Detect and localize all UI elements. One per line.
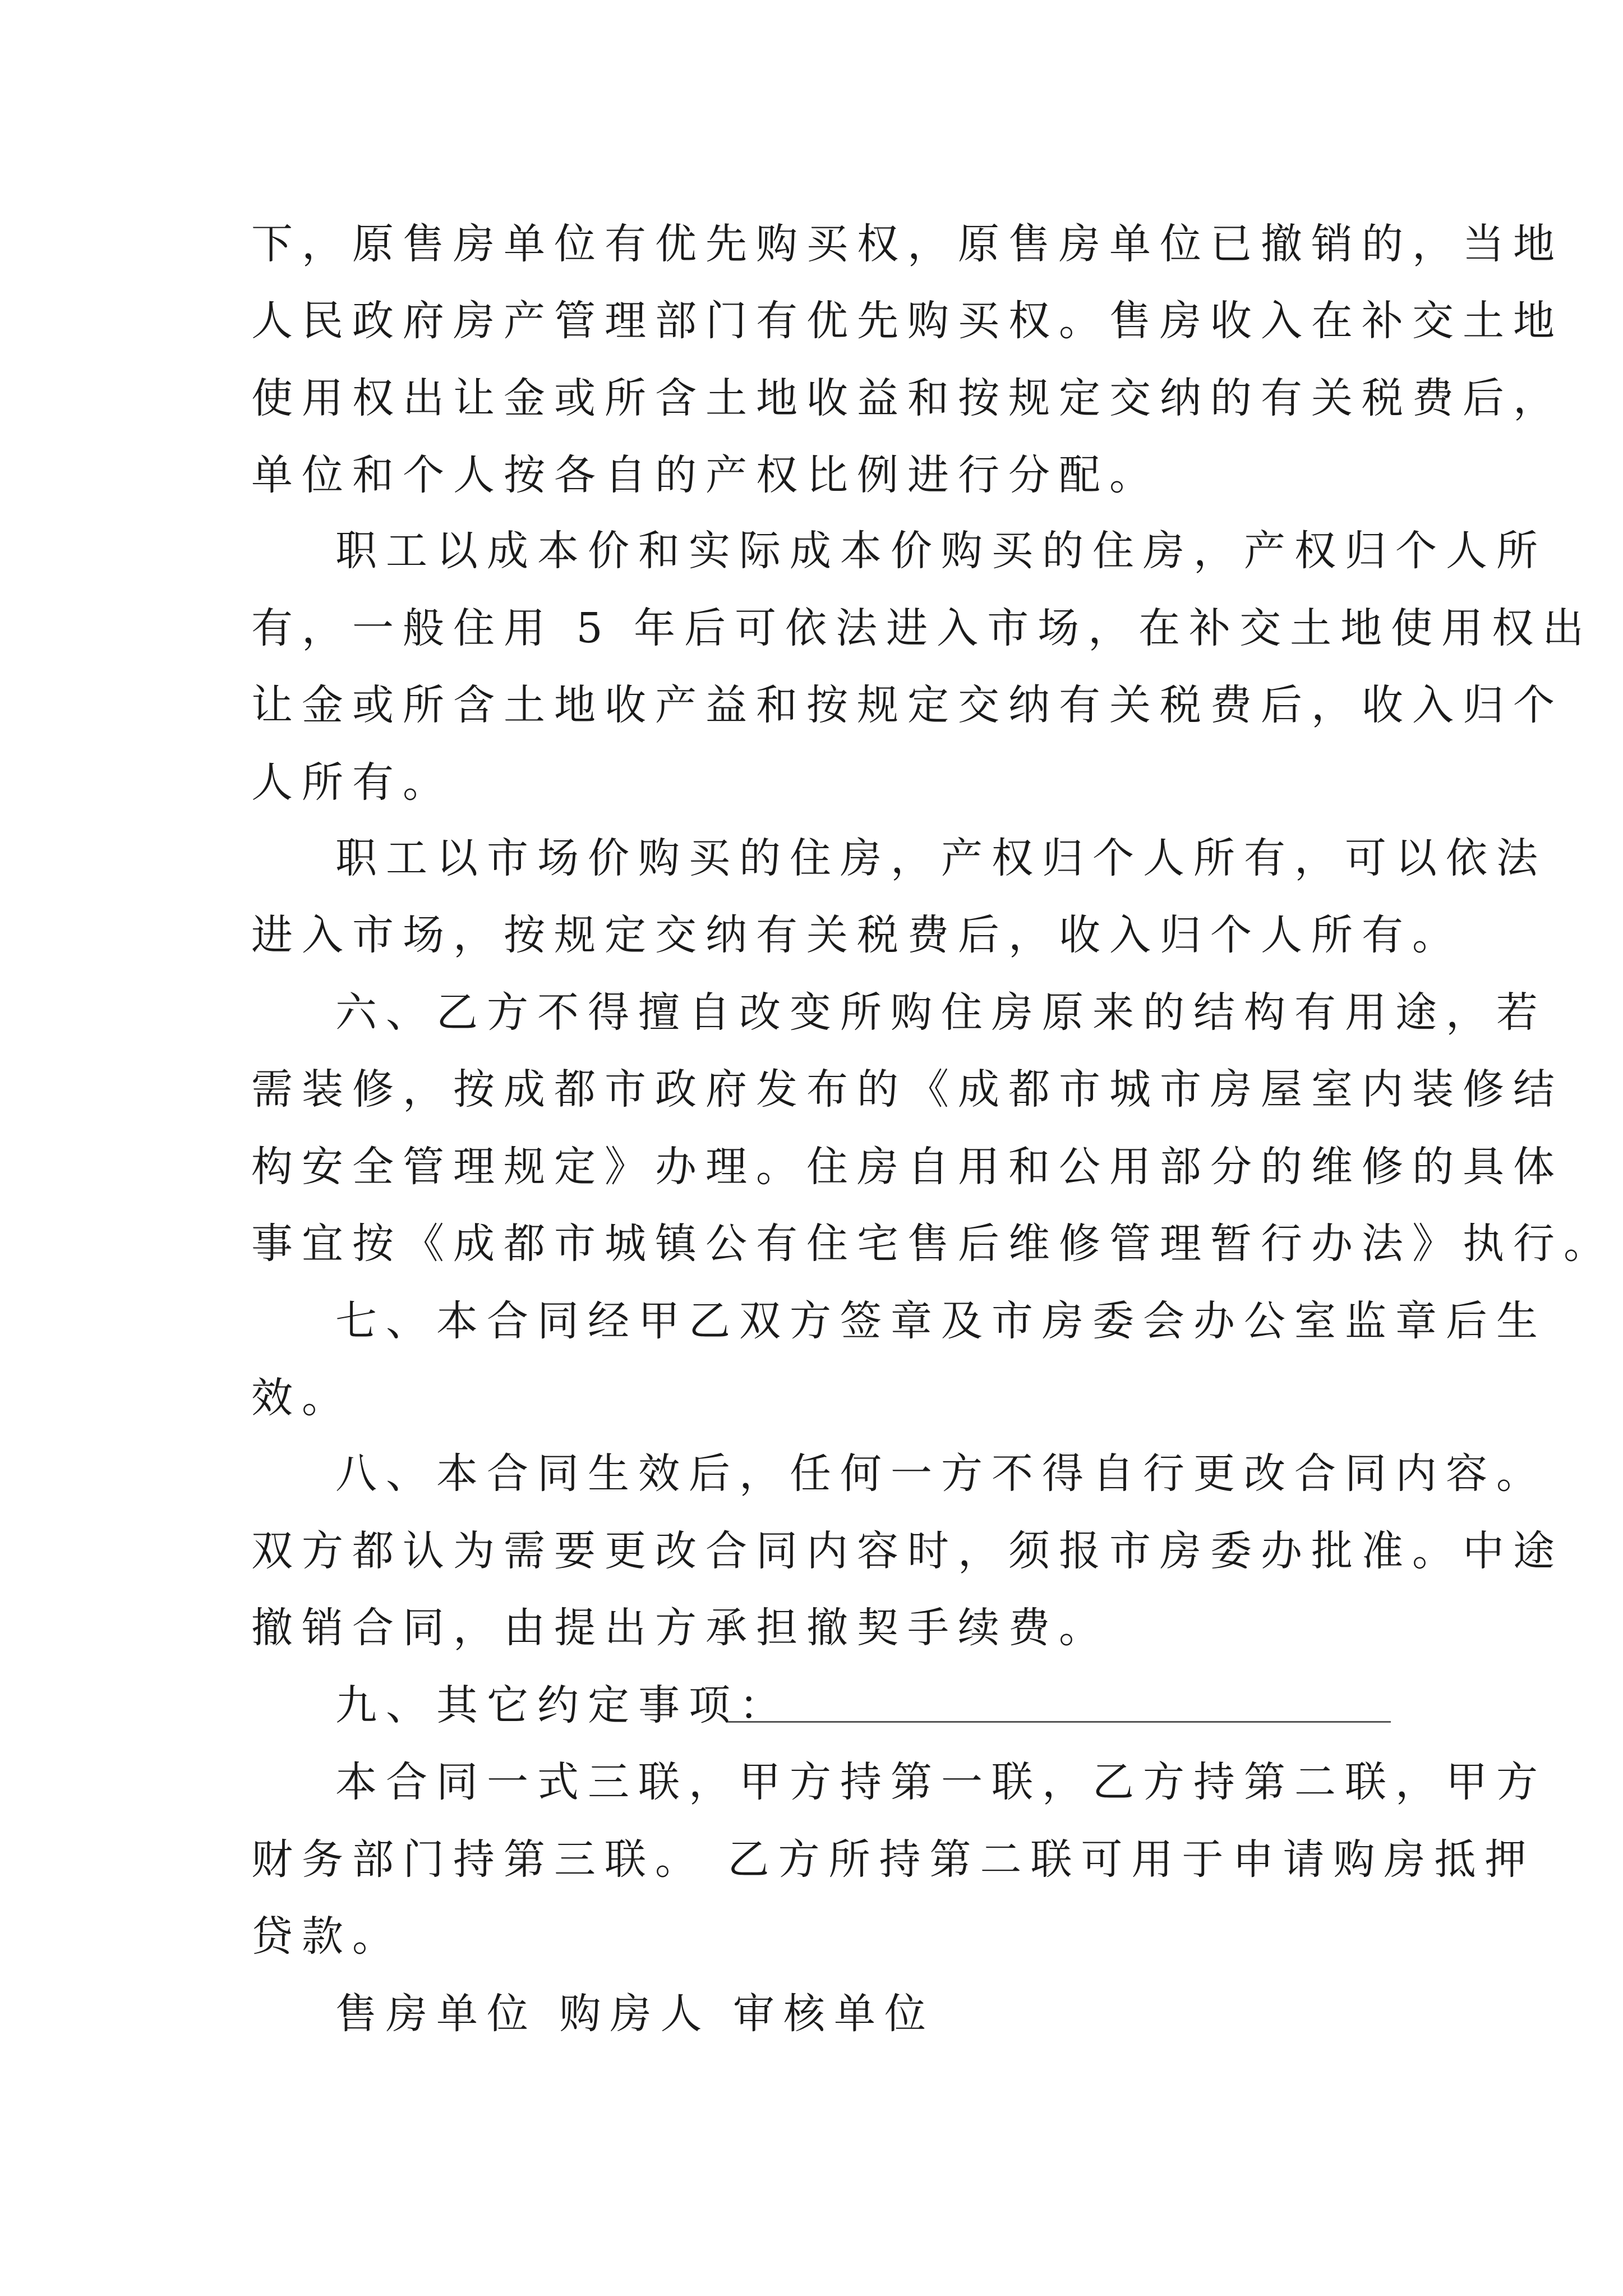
text-line: 职工以市场价购买的住房，产权归个人所有，可以依法 bbox=[335, 834, 1547, 882]
text-line: 人民政府房产管理部门有优先购买权。售房收入在补交土地 bbox=[251, 297, 1564, 345]
text-line: 贷款。 bbox=[251, 1912, 403, 1961]
text-line: 进入市场，按规定交纳有关税费后，收入归个人所有。 bbox=[251, 911, 1463, 959]
text-line: 让金或所含土地收产益和按规定交纳有关税费后，收入归个 bbox=[251, 681, 1564, 729]
text-line: 单位和个人按各自的产权比例进行分配。 bbox=[251, 451, 1160, 499]
text-line: 九、其它约定事项： bbox=[335, 1681, 790, 1729]
signature-labels: 售房单位 购房人 审核单位 bbox=[335, 1990, 935, 2038]
text-line: 效。 bbox=[251, 1374, 352, 1422]
text-line: 八、本合同生效后，任何一方不得自行更改合同内容。 bbox=[335, 1450, 1547, 1498]
text-line: 职工以成本价和实际成本价购买的住房，产权归个人所 bbox=[335, 527, 1547, 575]
blank-fill-line bbox=[728, 1721, 1391, 1723]
text-line: 有，一般住用 5 年后可依法进入市场，在补交土地使用权出 bbox=[251, 604, 1593, 652]
text-line: 撤销合同，由提出方承担撤契手续费。 bbox=[251, 1604, 1109, 1652]
text-line: 事宜按《成都市城镇公有住宅售后维修管理暂行办法》执行。 bbox=[251, 1220, 1614, 1268]
text-line: 下，原售房单位有优先购买权，原售房单位已撤销的，当地 bbox=[251, 220, 1564, 268]
text-line: 构安全管理规定》办理。住房自用和公用部分的维修的具体 bbox=[251, 1143, 1564, 1191]
text-line: 财务部门持第三联。 乙方所持第二联可用于申请购房抵押 bbox=[251, 1835, 1536, 1884]
text-line: 六、乙方不得擅自改变所购住房原来的结构有用途，若 bbox=[335, 988, 1547, 1037]
text-line: 双方都认为需要更改合同内容时，须报市房委办批准。中途 bbox=[251, 1527, 1564, 1575]
text-line: 本合同一式三联，甲方持第一联，乙方持第二联，甲方 bbox=[335, 1758, 1547, 1806]
text-line: 需装修，按成都市政府发布的《成都市城市房屋室内装修结 bbox=[251, 1065, 1564, 1114]
text-line: 七、本合同经甲乙双方签章及市房委会办公室监章后生 bbox=[335, 1297, 1547, 1345]
text-line: 人所有。 bbox=[251, 758, 453, 807]
text-line: 使用权出让金或所含土地收益和按规定交纳的有关税费后， bbox=[251, 374, 1564, 422]
